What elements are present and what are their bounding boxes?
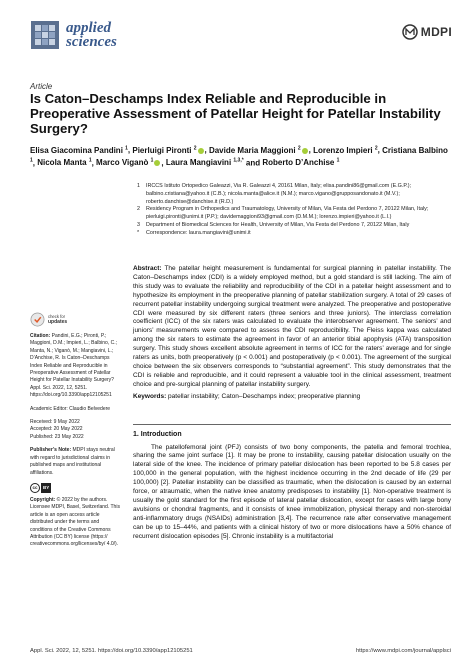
abstract-label: Abstract: — [133, 265, 162, 272]
author-list: Elisa Giacomina Pandini $^1$, Pierluigi Pironti $^2$ , Davide Maria Maggioni $^2$ , Lorenzo Impieri $^2$, Cristiana Balbino $^1$, Nicola Manta $^1$, Marco Viganò $^1$ , Laura Mangiavini $^{1,3,*}$ and Roberto D’Anchise $^1$ — [30, 145, 448, 168]
journal-emblem-icon — [30, 20, 60, 50]
main-column — [133, 265, 451, 541]
author-name: Davide Maria Maggioni $^2$ — [209, 146, 309, 155]
author-name: Nicola Manta $^1$ — [37, 157, 92, 168]
author-affiliation-marker: 1 — [30, 157, 33, 164]
affiliation-number: * — [137, 229, 140, 236]
accepted-date: Accepted: 20 May 2022 — [30, 426, 83, 433]
keywords-text: patellar instability; Caton–Deschamps index; preoperative planning — [168, 392, 361, 400]
check-updates-sub: updates — [48, 318, 68, 325]
mdpi-emblem-icon — [402, 24, 418, 40]
author-name: Cristiana Balbino $^1$ — [30, 145, 448, 164]
paper-title: Is Caton–Deschamps Index Reliable and Reproducible in Preoperative Assessment of Patellar Height for Patellar Instability Surgery? — [30, 91, 441, 136]
academic-editor: Academic Editor: Claudio Belvedere — [30, 405, 111, 412]
footer-journal-url[interactable]: https://www.mdpi.com/journal/applsci — [355, 648, 451, 654]
affiliation-number: 1 — [137, 183, 140, 189]
orcid-icon[interactable] — [302, 148, 308, 154]
abstract — [133, 265, 451, 390]
author-name: Lorenzo Impieri $^2$ — [313, 145, 378, 155]
citation-text: Pandini, E.G.; Pironti, P.; Maggioni, D.M.; Impieri, L.; Balbino, C.; Manta, N.; Viganò, M.; Mangiavini, L.; D’Anchise, R. Is Caton–Deschamps Index Reliable and Reproducible in Preoperative Assessment of Patellar Height for Patellar Instability Surgery? Appl. Sci. 2022, 12, 5251. https://doi.org/10.3390/app12105251 — [30, 333, 117, 399]
journal-name — [66, 21, 117, 49]
affiliation-text: IRCCS Istituto Ortopedico Galeazzi, Via R. Galeazzi 4, 20161 Milan, Italy; elisa.pandini86@gmail.com (E.G.P.); balbino.cristiana@yahoo.it (C.B.); nicola.manta@alice.it (N.M.); marco.vigano@grupposandonato.it (M.V.); roberto.danchise@danchise.it (R.D.) — [146, 183, 412, 205]
section-divider — [133, 424, 451, 425]
author-name: Roberto D’Anchise $^1$ — [262, 157, 340, 168]
citation-block — [30, 333, 122, 400]
author-affiliation-marker: 1,3,* — [233, 157, 244, 164]
dates-block — [30, 419, 122, 441]
copyright-text: © 2022 by the authors. Licensee MDPI, Basel, Switzerland. This article is an open access article distributed under the terms and conditions of the Creative Commons Attribution (CC BY) license (https:// creativecommons.org/licenses/by/ 4.0/). — [30, 496, 120, 548]
article-type: Article — [30, 82, 53, 91]
journal-name-line2: sciences — [66, 34, 117, 50]
author-affiliation-marker: 1 — [336, 157, 340, 164]
cc-by-icon: BY — [41, 483, 51, 493]
received-date: Received: 9 May 2022 — [30, 419, 80, 426]
intro-heading: 1. Introduction — [133, 430, 182, 438]
author-affiliation-marker: 2 — [374, 145, 378, 151]
intro-section — [133, 444, 451, 542]
author-name: Marco Viganò $^1$ — [96, 158, 161, 167]
orcid-icon[interactable] — [198, 148, 204, 154]
affiliation-text: Correspondence: laura.mangiavini@unimi.it — [146, 229, 251, 236]
affiliation-number: 2 — [137, 206, 140, 213]
page-footer — [30, 648, 451, 654]
check-updates-label — [48, 314, 67, 325]
author-name: Laura Mangiavini $^{1,3,*}$ — [165, 157, 244, 168]
sidebar — [30, 312, 122, 555]
keywords-label: Keywords: — [133, 392, 167, 400]
check-updates-icon — [30, 312, 45, 327]
journal-logo — [30, 20, 117, 50]
author-affiliation-marker: 2 — [297, 145, 301, 151]
publisher-note-label: Publisher’s Note: — [30, 447, 72, 454]
journal-name-line1: applied — [66, 20, 111, 36]
published-date: Published: 23 May 2022 — [30, 433, 84, 440]
affiliation-item — [137, 222, 452, 230]
affiliation-number: 3 — [137, 221, 140, 228]
author-affiliation-marker: 1 — [88, 157, 92, 164]
affiliation-text: Residency Program in Orthopedics and Traumatology, University of Milan, Via Festa del Perdono 7, 20122 Milan, Italy; pierluigi.pironti@unimi.it (P.P.); davidemaggioni93@gmail.com (D.M.M.); lorenzo.impieri@yahoo.it (L.I.) — [146, 206, 429, 221]
copyright-block — [30, 497, 122, 549]
abstract-text: The patellar height measurement is fundamental for surgical planning in patellar instability. The Caton–Deschamps index (CDI) is a widely employed method, but a gold standard is still lacking. The aim of this study was to evaluate the reliability and reproducibility of the CDI in a patellar height assessment and to hypothesize its employment in the preoperative planning of patellar stabilization surgery. A total of 29 cases of recurrent patellar instability undergoing surgical treatment were analyzed. The preoperative and postoperative CDI were measured by six different raters (three seniors and three juniors). The interclass correlation coefficient (ICC) of the six raters was calculated to evaluate the interobserver agreement. The seniors’ and juniors’ measurements were compared to assess the CDI reproducibility. The Fleiss kappa was calculated among the six raters to estimate the agreement in favor of an anterior tibial apophysis (ATA) transposition surgery. This study shows excellent absolute agreement in terms of ICC for the raters’ average and for single raters as units, both preoperatively (p < 0.001) and postoperatively (p < 0.001). The agreement of the surgical choice between the six observers corresponds to “substantial agreement”. This study demonstrates that the CDI is reliable and reproducible, and it could represent a valuable tool in the clinical assessment, treatment choice and pre-surgical planning of patellar instability surgery. — [133, 265, 451, 388]
author-name: Elisa Giacomina Pandini $^1$ — [30, 145, 128, 155]
footer-citation: Appl. Sci. 2022, 12, 5251. https://doi.org/10.3390/app12105251 — [30, 648, 193, 654]
keywords — [133, 393, 451, 402]
copyright-label: Copyright: — [30, 496, 56, 503]
publisher-name: MDPI — [420, 25, 452, 39]
publisher-note-text: MDPI stays neutral with regard to jurisdictional claims in published maps and institutional affiliations. — [30, 447, 115, 476]
check-for-updates-button[interactable] — [30, 312, 122, 327]
affiliation-item — [137, 230, 452, 238]
affiliation-item — [137, 206, 452, 222]
author-name: Pierluigi Pironti $^2$ — [132, 146, 204, 155]
citation-label: Citation: — [30, 333, 51, 339]
author-affiliation-marker: 2 — [193, 145, 197, 151]
affiliation-text: Department of Biomedical Sciences for Health, University of Milan, Via Festa del Perdono 7, 20122 Milan, Italy — [146, 221, 410, 228]
publisher-logo — [402, 24, 452, 40]
orcid-icon[interactable] — [154, 160, 160, 166]
publisher-note — [30, 447, 122, 477]
cc-license-badge[interactable] — [30, 483, 122, 493]
author-affiliation-marker: 1 — [150, 157, 154, 164]
affiliation-item — [137, 183, 452, 206]
check-updates-title: check for — [48, 313, 65, 319]
cc-icon: cc — [30, 483, 40, 493]
intro-paragraph: The patellofemoral joint (PFJ) consists of two bony components, the patella and femoral trochlea, sharing the same joint surface [1]. It may be prone to instability, causing patellar dislocation usually on the lateral side of the knee. The incidence of primary patellar dislocation has been reported to be 5.8 cases per 100,000 in the general population, with the highest incidence occurring in the 2nd decade of life (29 per 100,000) [2]. Patellar instability can be classified as traumatic, when the dislocation is caused by an external force, or atraumatic, when the native knee anatomy predisposes to instability [1]. Non-operative treatment is usually the gold standard for the first episode of lateral patellar dislocation, except for cases with large bony avulsions or chondral fragments, and it consists of knee immobilization, physical therapy and non-steroidal anti-inflammatory drugs (NSAIDs) administration [3,4]. The recurrence rate after conservative management can be up to 15–44%, and patients with a clinical history of two or more dislocations have a 50% chance of recurrent dislocation episodes [5]. Chronic instability is a multifactorial — [133, 443, 451, 540]
author-affiliation-marker: 1 — [125, 145, 128, 151]
affiliations — [137, 183, 452, 238]
